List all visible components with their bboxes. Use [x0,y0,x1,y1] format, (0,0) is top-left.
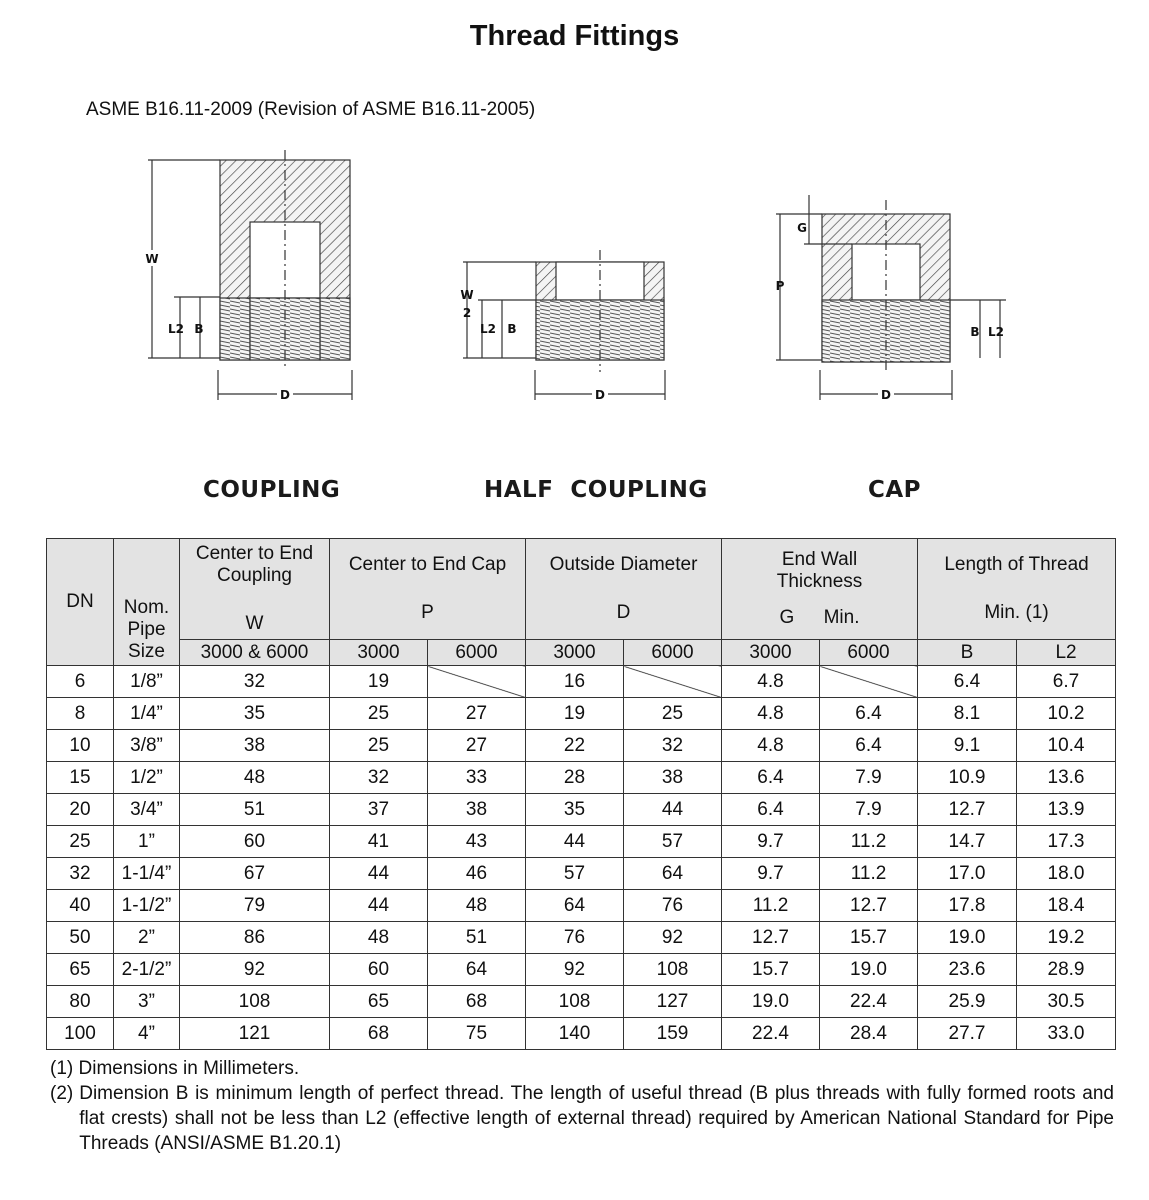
table-cell: 65 [47,954,114,986]
svg-text:L2: L2 [988,325,1004,339]
svg-text:L2: L2 [480,322,496,336]
table-cell: 33.0 [1017,1018,1116,1050]
table-cell: 65 [330,986,428,1018]
table-row [47,794,1116,826]
table-cell: 10.4 [1017,730,1116,762]
table-row [47,1018,1116,1050]
sub-header-cell: 6000 [820,640,918,666]
table-cell: 1/4” [114,698,180,730]
table-cell: 22.4 [820,986,918,1018]
table-cell: 2” [114,922,180,954]
table-cell: 48 [428,890,526,922]
table-cell: 28.4 [820,1018,918,1050]
table-cell: 25 [330,698,428,730]
svg-text:W: W [460,288,474,302]
header-wall-title: End Wall Thickness [776,549,863,592]
table-cell: 3” [114,986,180,1018]
table-cell: 76 [526,922,624,954]
coupling-label: COUPLING [203,477,341,503]
svg-text:B: B [194,322,204,336]
table-body [47,666,1116,1050]
table-cell: 32 [624,730,722,762]
table-cell: 50 [47,922,114,954]
table-cell: 37 [330,794,428,826]
table-row [47,762,1116,794]
sub-header-cell: 6000 [624,640,722,666]
table-cell: 1/8” [114,666,180,698]
table-cell: 121 [180,1018,330,1050]
table-cell: 67 [180,858,330,890]
note-2-text: Dimension B is minimum length of perfect thread. The length of useful thread (B plus threads with fully formed roots and flat crests) shall not be less than L2 (effective length of external thread) required by American National Standard for Pipe Threads (ANSI/ASME B1.20.1) [79,1083,1114,1154]
table-cell: 44 [624,794,722,826]
header-cap-title: Center to End Cap [348,554,507,575]
sub-header-cell: B [918,640,1017,666]
header-wall-symbol: G [779,607,795,628]
table-cell: 18.4 [1017,890,1116,922]
header-dn: DN [47,539,114,666]
header-wall-min: Min. [823,607,860,628]
table-cell: 7.9 [820,762,918,794]
table-cell: 32 [330,762,428,794]
table-cell: 1/2” [114,762,180,794]
table-cell: 48 [330,922,428,954]
table-cell: 1-1/2” [114,890,180,922]
table-cell: 32 [47,858,114,890]
table-cell: 75 [428,1018,526,1050]
sub-header-cell: 3000 & 6000 [180,640,330,666]
table-cell: 9.7 [722,858,820,890]
svg-text:B: B [507,322,517,336]
table-row [47,730,1116,762]
table-cell: 19.0 [722,986,820,1018]
table-cell: 92 [180,954,330,986]
table-cell: 27 [428,698,526,730]
table-cell: 38 [624,762,722,794]
table-cell: 25 [47,826,114,858]
table-row [47,922,1116,954]
table-cell: 9.1 [918,730,1017,762]
not-applicable-cell [624,666,722,698]
table-cell: 13.9 [1017,794,1116,826]
svg-text:W: W [145,252,159,266]
table-row [47,954,1116,986]
table-cell: 51 [180,794,330,826]
table-cell: 19.0 [820,954,918,986]
table-cell: 140 [526,1018,624,1050]
table-cell: 15.7 [722,954,820,986]
half-coupling-label: HALF COUPLING [484,477,708,503]
table-row [47,666,1116,698]
table-cell: 12.7 [820,890,918,922]
header-od [526,539,722,640]
table-cell: 22.4 [722,1018,820,1050]
table-cell: 27.7 [918,1018,1017,1050]
table-cell: 6.4 [918,666,1017,698]
sub-header-cell: 3000 [330,640,428,666]
table-cell: 6 [47,666,114,698]
table-cell: 8 [47,698,114,730]
table-cell: 60 [330,954,428,986]
table-cell: 27 [428,730,526,762]
table-cell: 79 [180,890,330,922]
table-cell: 44 [526,826,624,858]
table-cell: 19 [526,698,624,730]
table-cell: 6.4 [820,730,918,762]
note-2-number: (2) [50,1083,74,1104]
table-cell: 100 [47,1018,114,1050]
table-cell: 6.4 [820,698,918,730]
table-cell: 1-1/4” [114,858,180,890]
table-cell: 108 [180,986,330,1018]
svg-text:L2: L2 [168,322,184,336]
table-cell: 60 [180,826,330,858]
table-cell: 25.9 [918,986,1017,1018]
header-thread [918,539,1116,640]
table-cell: 11.2 [722,890,820,922]
coupling-drawing [148,150,352,400]
table-cell: 15 [47,762,114,794]
svg-text:D: D [881,388,891,402]
cap-label: CAP [868,477,922,503]
table-cell: 19 [330,666,428,698]
note-1: (1) Dimensions in Millimeters. [50,1058,300,1079]
fittings-drawing [0,140,1149,460]
table-cell: 4” [114,1018,180,1050]
sub-header-cell: 6000 [428,640,526,666]
table-row [47,698,1116,730]
header-wall [722,539,918,640]
table-cell: 9.7 [722,826,820,858]
table-cell: 41 [330,826,428,858]
table-cell: 3/8” [114,730,180,762]
table-row [47,890,1116,922]
table-cell: 4.8 [722,730,820,762]
table-cell: 44 [330,858,428,890]
table-cell: 6.7 [1017,666,1116,698]
table-cell: 25 [330,730,428,762]
header-cap [330,539,526,640]
table-cell: 108 [526,986,624,1018]
table-cell: 64 [526,890,624,922]
sub-header-row [47,640,1116,666]
table-cell: 17.8 [918,890,1017,922]
header-thread-symbol: Min. (1) [984,602,1049,623]
table-cell: 25 [624,698,722,730]
table-cell: 13.6 [1017,762,1116,794]
table-cell: 35 [180,698,330,730]
table-cell: 18.0 [1017,858,1116,890]
sub-header-cell: 3000 [722,640,820,666]
table-cell: 6.4 [722,794,820,826]
table-cell: 57 [624,826,722,858]
not-applicable-cell [428,666,526,698]
svg-text:P: P [775,279,785,293]
table-cell: 17.3 [1017,826,1116,858]
table-cell: 127 [624,986,722,1018]
table-cell: 14.7 [918,826,1017,858]
svg-text:B: B [970,325,980,339]
table-cell: 68 [428,986,526,1018]
table-cell: 8.1 [918,698,1017,730]
table-cell: 10 [47,730,114,762]
table-cell: 108 [624,954,722,986]
table-cell: 38 [428,794,526,826]
header-od-title: Outside Diameter [549,554,698,575]
table-cell: 28 [526,762,624,794]
table-cell: 68 [330,1018,428,1050]
table-cell: 11.2 [820,826,918,858]
table-cell: 2-1/2” [114,954,180,986]
table-cell: 15.7 [820,922,918,954]
table-cell: 11.2 [820,858,918,890]
table-cell: 44 [330,890,428,922]
header-coupling-symbol: W [245,613,264,634]
table-row [47,986,1116,1018]
table-cell: 64 [624,858,722,890]
page-title: Thread Fittings [469,20,680,52]
table-cell: 12.7 [722,922,820,954]
table-cell: 19.0 [918,922,1017,954]
notes [50,1056,1114,1156]
header-nom-pipe-size: Nom. Pipe Size [114,539,180,666]
note-2 [50,1081,1114,1156]
table-cell: 40 [47,890,114,922]
svg-text:G: G [797,221,807,235]
table-cell: 19.2 [1017,922,1116,954]
table-row [47,858,1116,890]
table-cell: 80 [47,986,114,1018]
table-cell: 1” [114,826,180,858]
table-cell: 38 [180,730,330,762]
header-od-symbol: D [616,602,631,623]
header-cap-symbol: P [421,602,434,623]
table-cell: 92 [526,954,624,986]
not-applicable-cell [820,666,918,698]
header-coupling-title: Center to End Coupling [195,543,314,586]
header-thread-title: Length of Thread [944,554,1089,575]
svg-text:D: D [595,388,605,402]
table-cell: 46 [428,858,526,890]
table-cell: 35 [526,794,624,826]
table-row [47,826,1116,858]
table-cell: 57 [526,858,624,890]
table-cell: 4.8 [722,698,820,730]
table-cell: 92 [624,922,722,954]
table-cell: 33 [428,762,526,794]
table-cell: 159 [624,1018,722,1050]
svg-text:2: 2 [462,306,472,320]
cap-drawing [776,195,1006,400]
sub-header-cell: L2 [1017,640,1116,666]
svg-text:D: D [280,388,290,402]
table-cell: 16 [526,666,624,698]
table-cell: 43 [428,826,526,858]
table-cell: 30.5 [1017,986,1116,1018]
table-cell: 32 [180,666,330,698]
table-cell: 64 [428,954,526,986]
table-cell: 51 [428,922,526,954]
table-cell: 10.9 [918,762,1017,794]
table-cell: 23.6 [918,954,1017,986]
sub-header-cell: 3000 [526,640,624,666]
table-cell: 10.2 [1017,698,1116,730]
header-wall-symbols [722,607,917,629]
table-cell: 48 [180,762,330,794]
table-cell: 20 [47,794,114,826]
standard-reference: ASME B16.11-2009 (Revision of ASME B16.11-2005) [86,99,536,120]
table-cell: 86 [180,922,330,954]
table-cell: 22 [526,730,624,762]
table-cell: 6.4 [722,762,820,794]
table-cell: 3/4” [114,794,180,826]
table-cell: 7.9 [820,794,918,826]
table-cell: 17.0 [918,858,1017,890]
table-cell: 12.7 [918,794,1017,826]
table-cell: 4.8 [722,666,820,698]
dimensions-table [46,538,1116,1050]
table-cell: 76 [624,890,722,922]
table-cell: 28.9 [1017,954,1116,986]
header-coupling [180,539,330,640]
